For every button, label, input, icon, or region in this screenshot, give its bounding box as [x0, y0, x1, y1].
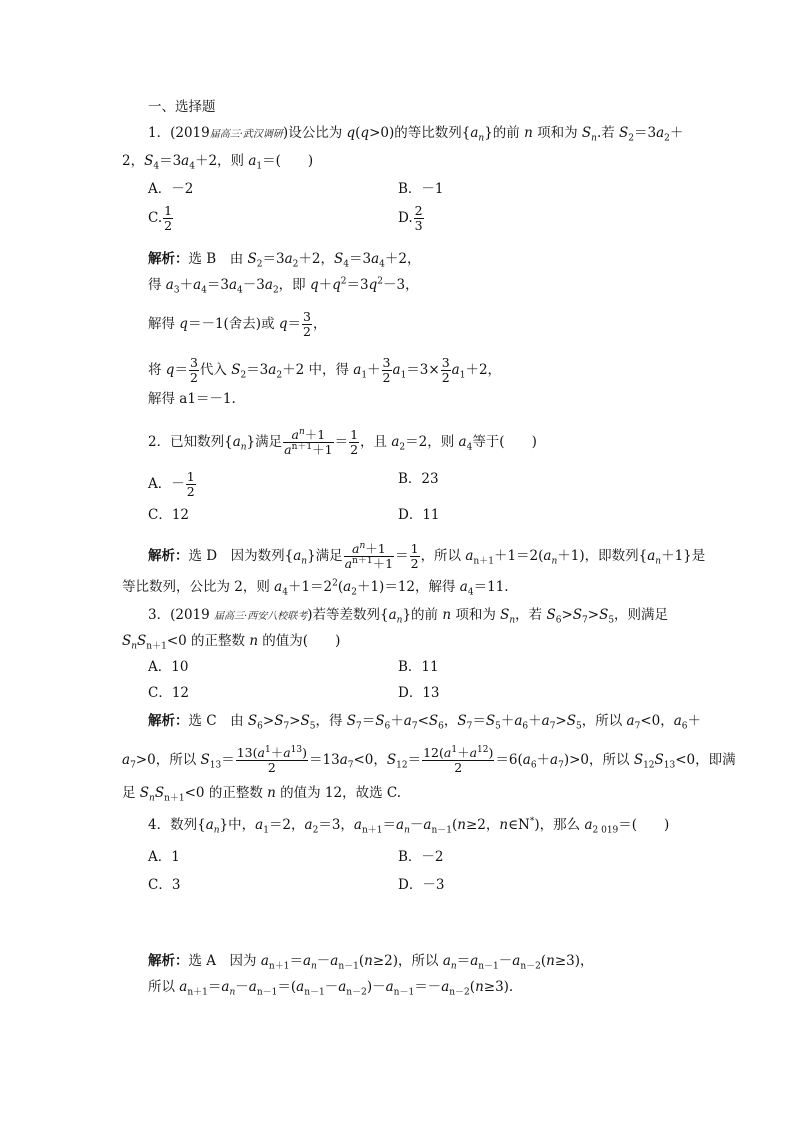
question-2-solution-line-2: 等比数列，公比为 2，则 $a_4+1=2^2(a_2+1)=12$，解得 $a_4=11$. — [122, 578, 509, 598]
question-4-number: 4． — [148, 817, 171, 833]
question-3-option-c: C．12 — [148, 685, 190, 701]
fraction: $\frac{1}{2}$ — [350, 427, 359, 457]
fraction: $\frac{a^n+1}{a^{n+1}+1}$ — [344, 540, 394, 571]
solution-label: 解析： — [148, 548, 189, 564]
question-3-stem-line-1: 3．(2019 届高三·西安八校联考)若等差数列$\{a_n\}$的前 n 项和为 $S_n$，若 $S_6>S_7>S_5$，则满足 — [148, 607, 669, 626]
question-1-answer: 解得 a1＝－1. — [148, 391, 236, 407]
fraction: $\frac{3}{2}$ — [189, 355, 198, 385]
fraction: $\frac{a^n+1}{a^{n+1}+1}$ — [284, 426, 333, 457]
question-2-option-c: C．12 — [148, 507, 190, 523]
question-1-source-tag: 届高三·武汉调研 — [209, 129, 283, 140]
question-2-number: 2． — [148, 434, 171, 450]
question-1-option-c-label: C. — [148, 210, 163, 226]
question-1-stem-line-2: 2，$S_4=3a_4+2$，则 $a_1=$( ) — [122, 153, 314, 172]
fraction — [163, 204, 173, 233]
section-title: 一、选择题 — [148, 99, 216, 115]
question-4-option-b: B．－2 — [398, 849, 444, 865]
solution-label: 解析： — [148, 953, 189, 969]
question-3-option-b: B．11 — [398, 659, 439, 675]
fraction-numerator: 1 — [164, 203, 173, 218]
question-4-solution-line-2: 所以 $a_{n+1}=a_n-a_{n-1}=(a_{n-1}-a_{n-2})-a_{n-1}=-a_{n-2}(n\ge 3)$. — [148, 979, 514, 998]
question-3-option-a: A．10 — [148, 659, 189, 675]
question-3-solution-line-2: $a_7>0$，所以 $S_{13}=$ $\frac{13(a^1+a^{13})}{2}$ $=13a_7<0$，$S_{12}=$ $\frac{12(a^1+a^{12})}{2}$ $=6(a_6+a_7)>0$，所以 $S_{12}S_{13}<0$，即满 — [122, 744, 736, 775]
question-1-number: 1． — [148, 125, 171, 141]
question-2-solution-line-1: 解析：选 D 因为数列$\{a_n\}$满足 $\frac{a^n+1}{a^{n+1}+1}$ ＝ $\frac{1}{2}$ ，所以 $a_{n+1}+1=2(a_n+1)$，即数列$\{a_n+1\}$是 — [148, 540, 706, 571]
question-1-option-d — [398, 204, 425, 233]
question-3-stem-line-2: $S_nS_{n+1}<0$ 的正整数 n 的值为( ) — [122, 633, 341, 652]
fraction: $\frac{3}{2}$ — [441, 355, 450, 385]
question-3-number: 3． — [148, 607, 171, 623]
question-1-option-c — [148, 204, 174, 233]
question-2-option-b: B．23 — [398, 471, 439, 487]
fraction: $\frac{3}{2}$ — [382, 355, 391, 385]
question-3-source-tag: 届高三·西安八校联考 — [214, 611, 308, 622]
fraction — [414, 204, 424, 233]
question-1-year: 2019 — [175, 125, 210, 141]
question-3-solution-line-1: 解析：选 C 由 $S_6>S_7>S_5$，得 $S_7=S_6+a_7<S_6$，$S_7=S_5+a_6+a_7>S_5$，所以 $a_7<0$，$a_6+$ — [148, 713, 702, 732]
question-2-stem: 2．已知数列$\{a_n\}$满足 $\frac{a^n+1}{a^{n+1}+1}$ ＝ $\frac{1}{2}$ ，且 $a_2=2$，则 $a_4$等于( ) — [148, 426, 537, 457]
question-1-stem-line-1: 1．(2019届高三·武汉调研)设公比为 q(q>0)的等比数列$\{a_n\}$的前 n 项和为 $S_n$.若 $S_2=3a_2+$ — [148, 125, 684, 144]
fraction-denominator: 3 — [414, 218, 423, 233]
question-1-option-a: A．－2 — [148, 181, 194, 197]
question-2-option-d: D．11 — [398, 507, 440, 523]
fraction: $\frac{1}{2}$ — [410, 541, 419, 571]
fraction — [186, 470, 196, 499]
question-1-solution-line-4: 将 q＝ $\frac{3}{2}$ 代入 $S_2=3a_2+2$ 中，得 $a_1+$ $\frac{3}{2}$ $a_1=3\times$ $\frac{3}{2}$ $a_1+2$， — [148, 355, 502, 385]
solution-label: 解析： — [148, 251, 189, 267]
question-3-solution-line-3: 足 $S_nS_{n+1}<0$ 的正整数 n 的值为 12，故选 C. — [122, 785, 402, 804]
fraction-numerator: 1 — [186, 469, 195, 484]
question-1-solution-line-2: 得 $a_3+a_4=3a_4-3a_2$，即 $q+q^2=3q^2-3$， — [148, 276, 419, 296]
fraction: $\frac{13(a^1+a^{13})}{2}$ — [236, 744, 307, 775]
fraction-denominator: 2 — [164, 218, 173, 233]
question-4-option-c: C．3 — [148, 877, 181, 893]
question-1-option-d-label: D. — [398, 210, 413, 226]
solution-label: 解析： — [148, 713, 189, 729]
question-1-choice: 选 B — [188, 251, 217, 267]
question-4-option-a: A．1 — [148, 849, 180, 865]
question-3-option-d: D．13 — [398, 685, 440, 701]
fraction: $\frac{12(a^1+a^{12})}{2}$ — [423, 744, 494, 775]
question-1-option-b: B．－1 — [398, 181, 444, 197]
question-1-solution-line-1: 解析：选 B 由 $S_2=3a_2+2$，$S_4=3a_4+2$， — [148, 251, 421, 270]
question-2-option-a — [148, 470, 197, 499]
fraction-numerator: 2 — [414, 203, 423, 218]
question-3-choice: 选 C — [188, 713, 217, 729]
question-1-solution-line-3: 解得 q＝－1(舍去)或 q＝ $\frac{3}{2}$ ， — [148, 309, 327, 339]
question-4-solution-line-1: 解析：选 A 因为 $a_{n+1}=a_n-a_{n-1}(n\ge 2)$，所以 $a_n=a_{n-1}-a_{n-2}(n\ge 3)$， — [148, 953, 594, 972]
question-2-option-a-label: A．－ — [148, 476, 185, 492]
fraction: $\frac{3}{2}$ — [303, 309, 311, 339]
fraction-denominator: 2 — [186, 484, 195, 499]
question-4-choice: 选 A — [188, 953, 217, 969]
question-3-year: 2019 — [175, 607, 210, 623]
question-2-choice: 选 D — [188, 548, 218, 564]
question-4-stem: 4．数列$\{a_n\}$中，$a_1=2$，$a_2=3$，$a_{n+1}=a_n-a_{n-1}(n\ge 2$，n∈N*)，那么 $a_{2 019}=$( ) — [148, 816, 670, 836]
question-4-option-d: D．－3 — [398, 877, 445, 893]
